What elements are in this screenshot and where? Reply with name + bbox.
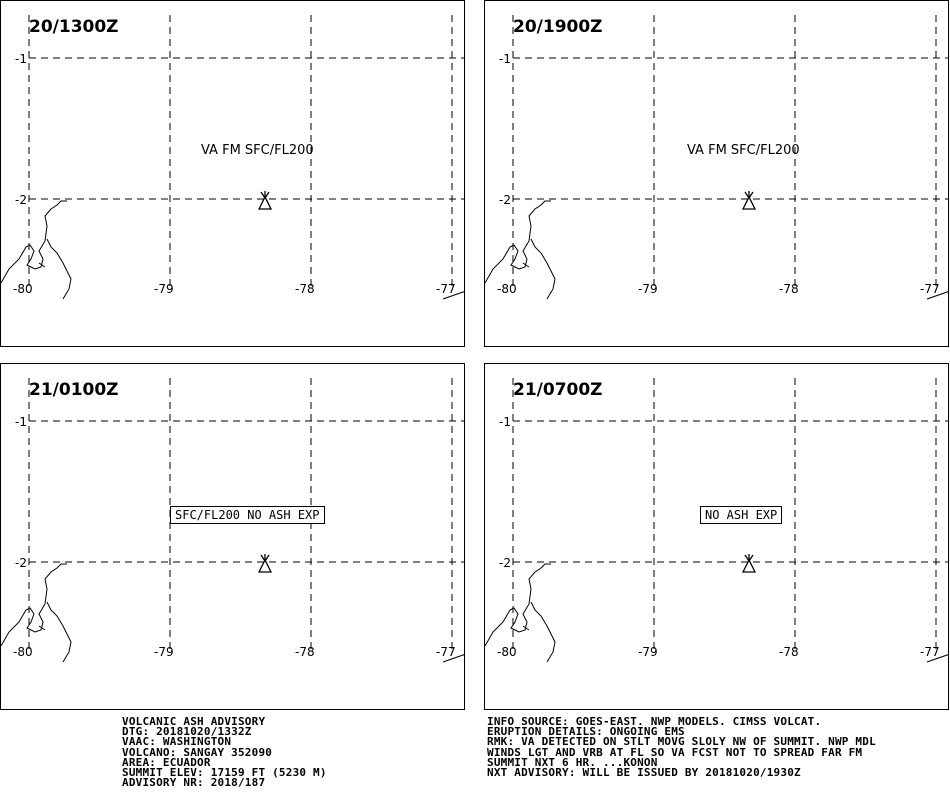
longitude-label: -79: [154, 282, 174, 296]
longitude-label: -77: [920, 282, 940, 296]
latitude-label: -2: [15, 556, 27, 570]
map-panel-4: [484, 363, 949, 710]
advisory-line: WINDS LGT AND VRB AT FL SO VA FCST NOT TO SPREAD FAR FM: [487, 745, 863, 759]
latitude-label: -1: [499, 415, 511, 429]
latitude-label: -1: [499, 52, 511, 66]
advisory-line: ADVISORY NR: 2018/187: [122, 776, 266, 790]
longitude-label: -79: [638, 645, 658, 659]
advisory-line: AREA: ECUADOR: [122, 755, 211, 769]
longitude-label: -79: [154, 645, 174, 659]
ash-label: VA FM SFC/FL200: [201, 143, 314, 158]
map-grid: [1, 1, 465, 347]
longitude-label: -77: [436, 282, 456, 296]
longitude-label: -80: [497, 645, 517, 659]
advisory-line: DTG: 20181020/1332Z: [122, 725, 252, 739]
forecast-time: 20/1300Z: [29, 17, 119, 37]
map-grid: [485, 364, 949, 710]
advisory-line: VAAC: WASHINGTON: [122, 735, 232, 749]
advisory-line: VOLCANIC ASH ADVISORY: [122, 715, 266, 728]
ash-label-box: SFC/FL200 NO ASH EXP: [170, 506, 325, 524]
longitude-label: -80: [13, 282, 33, 296]
longitude-label: -77: [436, 645, 456, 659]
advisory-line: SUMMIT NXT 6 HR. ...KONON: [487, 755, 658, 769]
coastline: [47, 239, 71, 299]
map-grid: [1, 364, 465, 710]
latitude-label: -2: [499, 193, 511, 207]
ash-label: VA FM SFC/FL200: [687, 143, 800, 158]
longitude-label: -80: [497, 282, 517, 296]
coastline: [485, 201, 551, 283]
advisory-line: ERUPTION DETAILS: ONGOING EMS: [487, 725, 685, 739]
advisory-right: [487, 717, 876, 778]
map-grid: [485, 1, 949, 347]
longitude-label: -78: [295, 282, 315, 296]
coastline: [47, 602, 71, 662]
longitude-label: -79: [638, 282, 658, 296]
forecast-time: 20/1900Z: [513, 17, 603, 37]
volcano-icon: [743, 554, 755, 572]
forecast-time: 21/0700Z: [513, 380, 603, 400]
advisory-line: NXT ADVISORY: WILL BE ISSUED BY 20181020/1930Z: [487, 766, 801, 780]
latitude-label: -2: [15, 193, 27, 207]
volcano-icon: [259, 554, 271, 572]
coastline: [531, 602, 555, 662]
longitude-label: -78: [779, 282, 799, 296]
coastline: [1, 564, 67, 646]
longitude-label: -77: [920, 645, 940, 659]
advisory-line: SUMMIT ELEV: 17159 FT (5230 M): [122, 766, 327, 780]
latitude-label: -1: [15, 52, 27, 66]
latitude-label: -2: [499, 556, 511, 570]
longitude-label: -78: [779, 645, 799, 659]
advisory-line: VOLCANO: SANGAY 352090: [122, 745, 273, 759]
volcano-icon: [743, 191, 755, 209]
map-panel-3: [0, 363, 465, 710]
map-panel-2: [484, 0, 949, 347]
longitude-label: -80: [13, 645, 33, 659]
volcano-icon: [259, 191, 271, 209]
coastline: [531, 239, 555, 299]
coastline: [1, 201, 67, 283]
map-panel-1: [0, 0, 465, 347]
latitude-label: -1: [15, 415, 27, 429]
advisory-left: [122, 717, 327, 788]
longitude-label: -78: [295, 645, 315, 659]
forecast-time: 21/0100Z: [29, 380, 119, 400]
advisory-line: RMK: VA DETECTED ON STLT MOVG SLOLY NW OF SUMMIT. NWP MDL: [487, 735, 876, 749]
coastline: [485, 564, 551, 646]
advisory-line: INFO SOURCE: GOES-EAST. NWP MODELS. CIMSS VOLCAT.: [487, 715, 822, 728]
ash-label-box: NO ASH EXP: [700, 506, 782, 524]
